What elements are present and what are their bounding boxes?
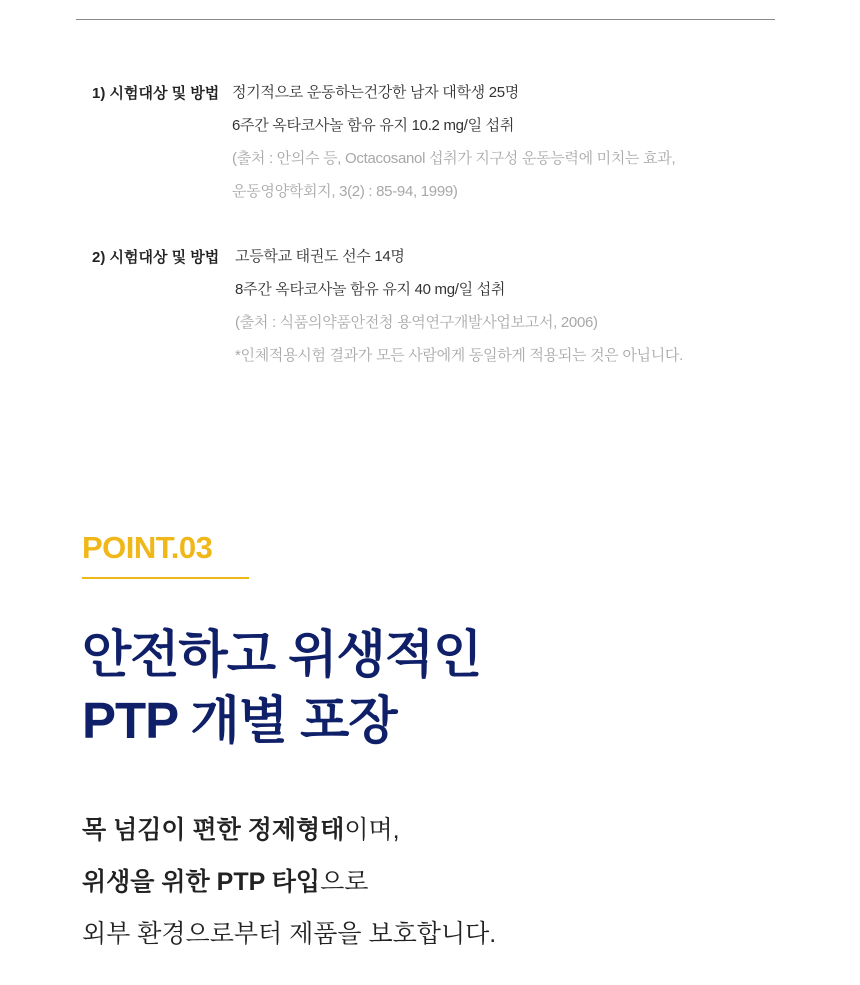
body-line-3: 외부 환경으로부터 제품을 보호합니다. [82, 920, 497, 948]
headline-line-1: 안전하고 위생적인 [82, 626, 482, 683]
body-line-1 [82, 812, 496, 864]
study-label: 1) 시험대상 및 방법 [92, 85, 220, 102]
study-details [235, 246, 683, 378]
study-method-line: 8주간 옥타코사놀 함유 유지 40 mg/일 섭취 [235, 281, 506, 298]
study-subject-line: 고등학교 태권도 선수 14명 [235, 248, 405, 265]
body-copy [82, 812, 496, 968]
study-subject-line: 정기적으로 운동하는건강한 남자 대학생 25명 [232, 84, 519, 101]
point-label: POINT.03 [82, 530, 213, 565]
study-source-note: (출처 : 식품의약품안전청 용역연구개발사업보고서, 2006) [235, 314, 598, 331]
study-disclaimer-note: *인체적용시험 결과가 모든 사람에게 동일하게 적용되는 것은 아닙니다. [235, 347, 683, 364]
study-label: 2) 시험대상 및 방법 [92, 249, 220, 266]
study-method-line: 6주간 옥타코사놀 함유 유지 10.2 mg/일 섭취 [232, 117, 515, 134]
body-line-2-bold: 위생을 위한 PTP 타입 [82, 868, 321, 896]
study-details [232, 82, 675, 214]
body-line-1-rest: 이며, [344, 816, 400, 844]
body-line-1-bold: 목 넘김이 편한 정제형태 [82, 816, 345, 844]
body-line-2-rest: 으로 [320, 868, 369, 896]
study-source-note: 운동영양학회지, 3(2) : 85-94, 1999) [232, 183, 458, 200]
headline [82, 622, 481, 754]
body-line-2 [82, 864, 496, 916]
headline-line-2: PTP 개별 포장 [82, 692, 397, 749]
top-divider [76, 19, 775, 20]
point-underline [82, 577, 249, 579]
study-source-note: (출처 : 안의수 등, Octacosanol 섭취가 지구성 운동능력에 미치는 효과, [232, 150, 676, 167]
